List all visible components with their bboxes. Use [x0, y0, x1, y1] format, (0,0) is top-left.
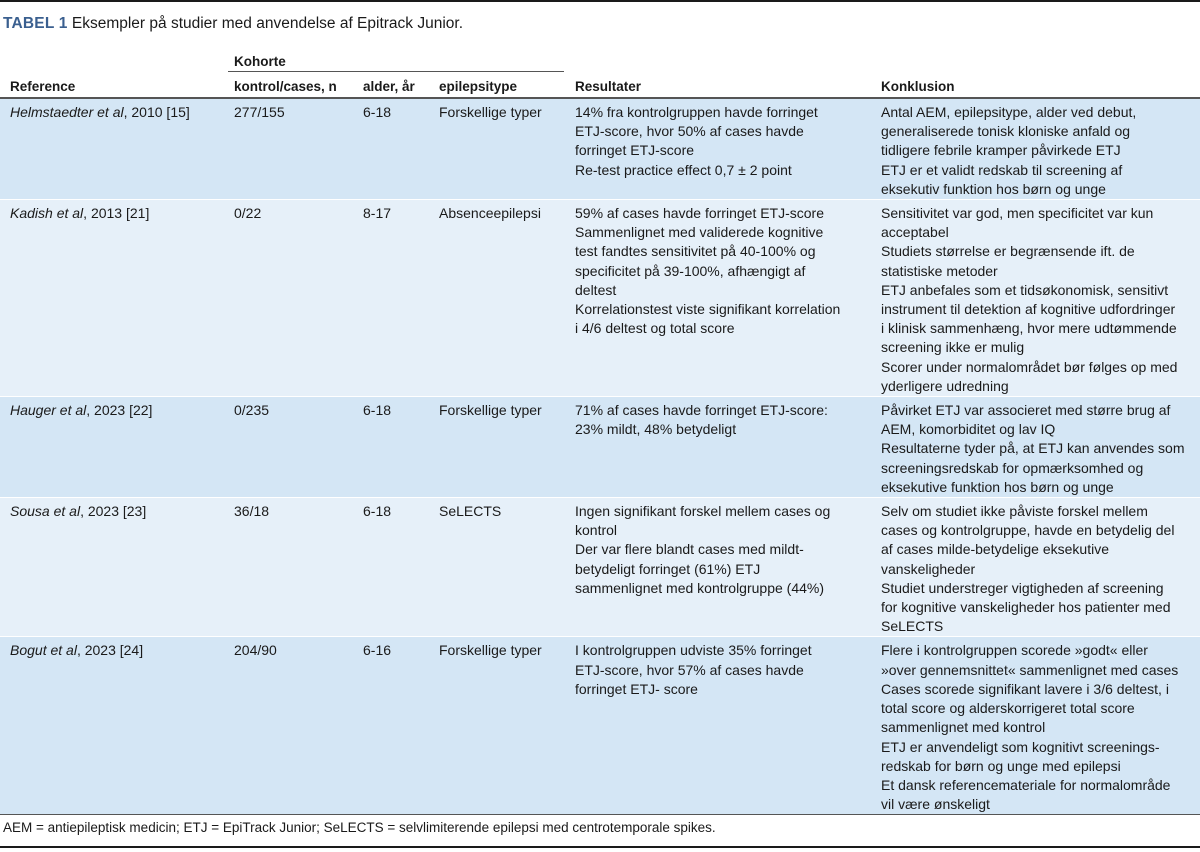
cell-epilepsitype [433, 98, 564, 200]
konklusion-line: vil være ønskeligt [881, 796, 990, 813]
cell-epilepsitype [433, 637, 564, 814]
table-row [0, 498, 1200, 637]
header-kontrol-cases: kontrol/cases, n [234, 79, 337, 94]
konklusion-line: redskab for børn og unge med epilepsi [881, 757, 1121, 774]
resultater-line: deltest [575, 281, 617, 298]
header-alder: alder, år [363, 79, 415, 94]
epilepsitype-value: Forskellige typer [439, 642, 542, 659]
reference-author: Helmstaedter et al [10, 104, 124, 120]
resultater-line: Korrelationstest viste signifikant korrelation [575, 301, 841, 318]
resultater-line: 71% af cases havde forringet ETJ-score: [575, 402, 828, 419]
table-row [0, 200, 1200, 397]
epilepsitype-value: Forskellige typer [439, 402, 542, 419]
cell-resultater [564, 498, 870, 637]
konklusion-line: for kognitive vanskeligheder hos patienter med [881, 599, 1171, 616]
header-reference: Reference [10, 79, 76, 94]
reference-year: , 2023 [23] [80, 503, 147, 520]
resultater-line: forringet ETJ- score [575, 680, 698, 697]
cell-alder [357, 98, 433, 200]
kohorte-rule [228, 71, 564, 72]
resultater-line: 14% fra kontrolgruppen havde forringet [575, 104, 818, 120]
cell-reference [0, 98, 228, 200]
konklusion-line: ETJ er anvendeligt som kognitivt screenings- [881, 738, 1160, 755]
konklusion-line: Et dansk referencemateriale for normalområde [881, 776, 1171, 793]
caption-label: TABEL 1 [3, 15, 68, 32]
cell-alder [357, 637, 433, 814]
konklusion-line: i klinisk sammenhæng, hvor mere udtømmende [881, 320, 1177, 337]
konklusion-line: instrument til detektion af kognitive udfordringer [881, 301, 1176, 318]
resultater-line: 59% af cases havde forringet ETJ-score [575, 205, 825, 222]
konklusion-line: vanskeligheder [881, 560, 976, 577]
reference-author: Sousa et al [10, 503, 81, 520]
konklusion-line: cases og kontrolgruppe, havde en betydelig del [881, 522, 1175, 539]
resultater-line: test fandtes sensitivitet på 40-100% og [575, 243, 816, 260]
cell-konklusion [870, 498, 1200, 637]
epilepsitype-value: SeLECTS [439, 503, 502, 520]
cell-kontrol-cases [228, 98, 357, 200]
resultater-line: Re-test practice effect 0,7 ± 2 point [575, 161, 792, 178]
konklusion-line: acceptabel [881, 224, 949, 241]
konklusion-line: Sensitivitet var god, men specificitet var kun [881, 205, 1154, 222]
cell-resultater [564, 98, 870, 200]
cell-alder [357, 200, 433, 397]
studies-table [0, 97, 1200, 814]
konklusion-line: Cases scorede signifikant lavere i 3/6 deltest, i [881, 680, 1169, 697]
cell-reference [0, 397, 228, 498]
table-row [0, 98, 1200, 200]
kontrol-cases-value: 277/155 [234, 104, 285, 120]
top-rule [0, 0, 1200, 2]
konklusion-line: Selv om studiet ikke påviste forskel mellem [881, 503, 1148, 520]
alder-value: 8-17 [363, 205, 392, 222]
konklusion-line: SeLECTS [881, 618, 944, 635]
konklusion-line: Flere i kontrolgruppen scorede »godt« eller [881, 642, 1148, 659]
alder-value: 6-18 [363, 104, 392, 120]
cell-alder [357, 397, 433, 498]
cell-resultater [564, 200, 870, 397]
cell-konklusion [870, 200, 1200, 397]
konklusion-line: tidligere febrile kramper påvirkede ETJ [881, 142, 1121, 159]
header-konklusion: Konklusion [881, 79, 955, 94]
kontrol-cases-value: 0/22 [234, 205, 262, 222]
table-row [0, 397, 1200, 498]
konklusion-line: screeningsredskab for opmærksomhed og [881, 459, 1144, 476]
cell-konklusion [870, 98, 1200, 200]
cell-resultater [564, 637, 870, 814]
header-group-kohorte: Kohorte [234, 54, 286, 69]
konklusion-line: eksekutive funktion hos børn og unge [881, 478, 1114, 495]
konklusion-line: generaliserede tonisk kloniske anfald og [881, 123, 1131, 140]
reference-year: , 2010 [15] [123, 104, 190, 120]
table-bottom-rule [0, 814, 1200, 815]
konklusion-line: AEM, komorbiditet og lav IQ [881, 421, 1056, 438]
table-caption [3, 15, 463, 33]
cell-konklusion [870, 637, 1200, 814]
resultater-line: ETJ-score, hvor 50% af cases havde [575, 123, 804, 140]
konklusion-line: screening ikke er mulig [881, 339, 1025, 356]
konklusion-line: ETJ er et validt redskab til screening af [881, 161, 1123, 178]
konklusion-line: yderligere udredning [881, 377, 1009, 394]
konklusion-line: Scorer under normalområdet bør følges op med [881, 358, 1178, 375]
konklusion-line: Antal AEM, epilepsitype, alder ved debut, [881, 104, 1137, 120]
konklusion-line: total score og alderskorrigeret total score [881, 700, 1135, 717]
konklusion-line: Studiet understreger vigtigheden af screening [881, 579, 1164, 596]
header-resultater: Resultater [575, 79, 642, 94]
cell-alder [357, 498, 433, 637]
konklusion-line: »over gennemsnittet« sammenlignet med cases [881, 661, 1179, 678]
konklusion-line: Påvirket ETJ var associeret med større brug af [881, 402, 1171, 419]
reference-year: , 2013 [21] [83, 205, 150, 222]
alder-value: 6-18 [363, 402, 392, 419]
konklusion-line: sammenlignet med kontrol [881, 719, 1046, 736]
resultater-line: Sammenlignet med validerede kognitive [575, 224, 824, 241]
final-rule [0, 846, 1200, 848]
cell-reference [0, 200, 228, 397]
cell-epilepsitype [433, 397, 564, 498]
epilepsitype-value: Forskellige typer [439, 104, 542, 120]
resultater-line: Der var flere blandt cases med mildt- [575, 541, 804, 558]
cell-reference [0, 498, 228, 637]
reference-author: Bogut et al [10, 642, 77, 659]
resultater-line: I kontrolgruppen udviste 35% forringet [575, 642, 812, 659]
resultater-line: kontrol [575, 522, 618, 539]
konklusion-line: af cases milde-betydelige eksekutive [881, 541, 1110, 558]
table-row [0, 637, 1200, 814]
reference-year: , 2023 [24] [76, 642, 144, 659]
cell-resultater [564, 397, 870, 498]
cell-konklusion [870, 397, 1200, 498]
cell-epilepsitype [433, 200, 564, 397]
table-footnote: AEM = antiepileptisk medicin; ETJ = EpiTrack Junior; SeLECTS = selvlimiterende epilepsi med centrotemporale spikes. [3, 820, 716, 835]
reference-author: Hauger et al [10, 402, 87, 419]
cell-kontrol-cases [228, 397, 357, 498]
cell-epilepsitype [433, 498, 564, 637]
konklusion-line: ETJ anbefales som et tidsøkonomisk, sensitivt [881, 281, 1169, 298]
alder-value: 6-18 [363, 503, 392, 520]
cell-kontrol-cases [228, 200, 357, 397]
alder-value: 6-16 [363, 642, 392, 659]
table-body [0, 98, 1200, 814]
resultater-line: 23% mildt, 48% betydeligt [575, 421, 737, 438]
resultater-line: betydeligt forringet (61%) ETJ [575, 560, 761, 577]
cell-reference [0, 637, 228, 814]
header-epilepsitype: epilepsitype [439, 79, 518, 94]
cell-kontrol-cases [228, 637, 357, 814]
kontrol-cases-value: 0/235 [234, 402, 270, 419]
caption-text: Eksempler på studier med anvendelse af Epitrack Junior. [67, 15, 464, 32]
cell-kontrol-cases [228, 498, 357, 637]
konklusion-line: statistiske metoder [881, 262, 998, 279]
konklusion-line: eksekutiv funktion hos børn og unge [881, 180, 1106, 197]
resultater-line: specificitet på 39-100%, afhængigt af [575, 262, 806, 279]
konklusion-line: Resultaterne tyder på, at ETJ kan anvendes som [881, 440, 1185, 457]
kontrol-cases-value: 36/18 [234, 503, 270, 520]
resultater-line: forringet ETJ-score [575, 142, 695, 159]
resultater-line: i 4/6 deltest og total score [575, 320, 735, 337]
resultater-line: sammenlignet med kontrolgruppe (44%) [575, 579, 825, 596]
reference-author: Kadish et al [10, 205, 84, 222]
resultater-line: Ingen signifikant forskel mellem cases og [575, 503, 831, 520]
reference-year: , 2023 [22] [86, 402, 153, 419]
resultater-line: ETJ-score, hvor 57% af cases havde [575, 661, 804, 678]
kontrol-cases-value: 204/90 [234, 642, 277, 659]
konklusion-line: Studiets størrelse er begrænsende ift. de [881, 243, 1135, 260]
epilepsitype-value: Absenceepilepsi [439, 205, 541, 222]
